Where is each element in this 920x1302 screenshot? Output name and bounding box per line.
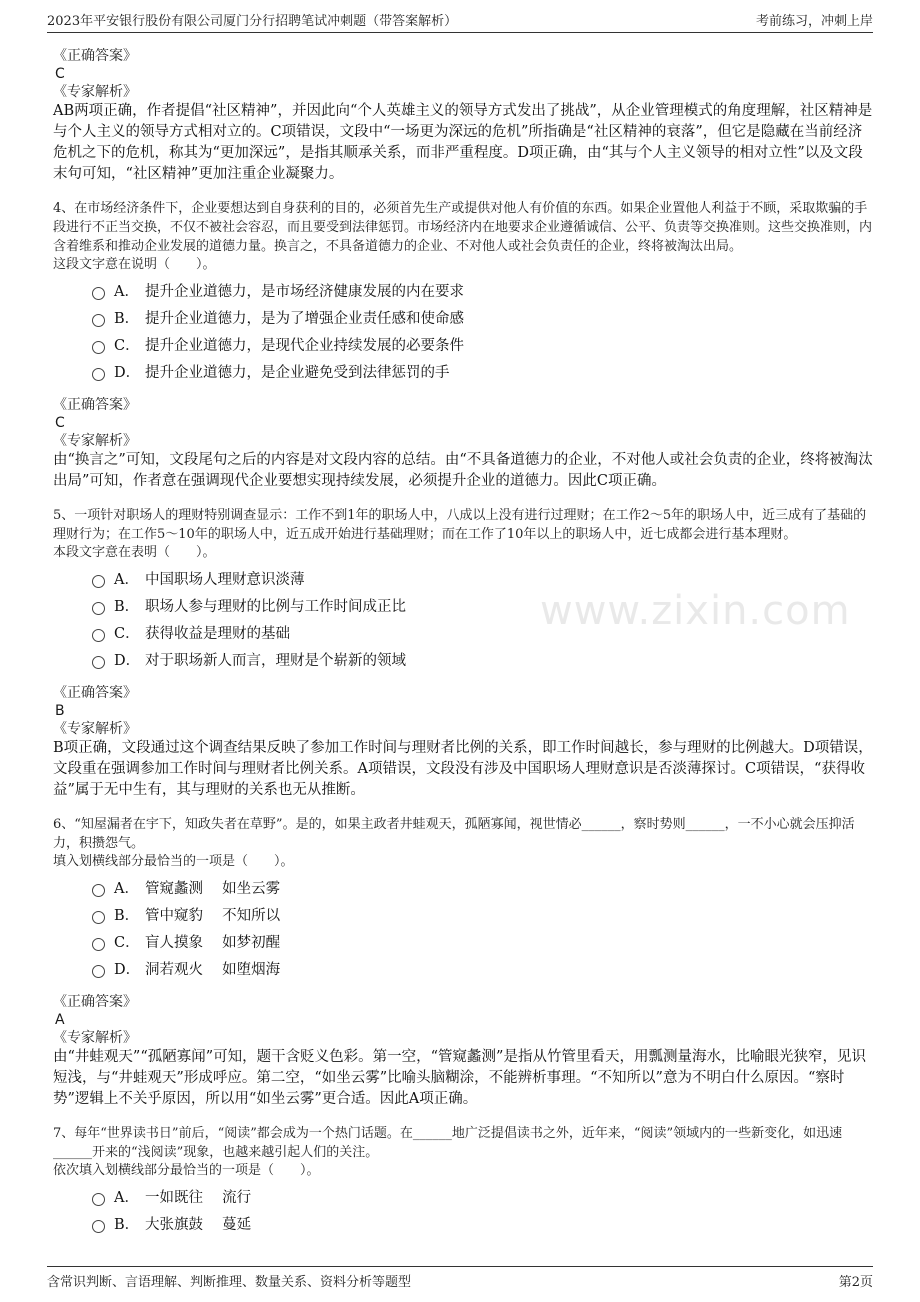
answer-label: 《正确答案》: [53, 48, 137, 64]
q4-stem: 4、在市场经济条件下，企业要想达到自身获利的目的，必须首先生产或提供对他人有价值的东西。如果企业置他人利益于不顾，采取欺骗的手段进行不正当交换，不仅不被社会容忍，而且要受到法律惩罚。市场经济内在地要求企业遵循诚信、公平、负责等交换准则。这些交换准则，内含着维系和推动企业发展的道德力量。换言之，不具备道德力的企业、不对他人或社会负责任的企业，终将被淘汰出局。: [53, 201, 873, 254]
q6-options: [53, 874, 873, 982]
radio-icon[interactable]: [92, 656, 105, 669]
q4-explanation: 由“换言之”可知，文段尾句之后的内容是对文段内容的总结。由“不具备道德力的企业，不对他人或社会负责的企业，终将被淘汰出局”可知，作者意在强调现代企业要想实现持续发展，必须提升企业的道德力。因此C项正确。: [53, 452, 873, 489]
q5-prompt: 本段文字意在表明（ ）。: [53, 545, 216, 560]
answer-label: 《正确答案》: [53, 397, 137, 413]
option-text: 获得收益是理财的基础: [145, 626, 290, 642]
q4-option-b[interactable]: [92, 304, 873, 331]
page-header: [47, 9, 873, 33]
q4-option-a[interactable]: [92, 277, 873, 304]
radio-icon[interactable]: [92, 287, 105, 300]
option-letter: D．: [114, 365, 141, 381]
footer-categories: 含常识判断、言语理解、判断推理、数量关系、资料分析等题型: [47, 1275, 412, 1290]
option-letter: B．: [114, 311, 140, 327]
q5-option-b[interactable]: [92, 592, 873, 619]
q5-option-c[interactable]: [92, 619, 873, 646]
question-4: [53, 199, 873, 492]
option-text: 提升企业道德力，是现代企业持续发展的必要条件: [145, 338, 464, 354]
q6-option-d[interactable]: [92, 955, 873, 982]
option-text: 大张旗鼓 蔓延: [145, 1217, 252, 1233]
q6-stem: 6、“知屋漏者在宇下，知政失者在草野”。是的，如果主政者井蛙观天，孤陋寡闻，视世情必______，察时势则______，一不小心就会压抑活力，积攒怨气。: [53, 817, 855, 851]
q6-explanation: 由“井蛙观天”“孤陋寡闻”可知，题干含贬义色彩。第一空，“管窥蠡测”是指从竹管里看天，用瓢测量海水，比喻眼光狭窄，见识短浅，与“井蛙观天”形成呼应。第二空，“如坐云雾”比喻头脑糊涂，不能辨析事理。“不知所以”意为不明白什么原因。“察时势”逻辑上不关乎原因，所以用“如坐云雾”更合适。因此A项正确。: [53, 1049, 866, 1107]
option-letter: D．: [114, 653, 141, 669]
q7-prompt: 依次填入划横线部分最恰当的一项是（ ）。: [53, 1163, 320, 1178]
q4-option-d[interactable]: [92, 358, 873, 385]
answer-label: 《正确答案》: [53, 685, 137, 701]
radio-icon[interactable]: [92, 368, 105, 381]
option-letter: A．: [114, 1190, 139, 1206]
q5-explanation: B项正确，文段通过这个调查结果反映了参加工作时间与理财者比例的关系，即工作时间越长，参与理财的比例越大。D项错误，文段重在强调参加工作时间与理财者比例关系。A项错误，文段没有涉及中国职场人理财意识是否淡薄探讨。C项错误，“获得收益”属于无中生有，其与理财的关系也无从推断。: [53, 740, 873, 798]
radio-icon[interactable]: [92, 1220, 105, 1233]
q4-answer: C: [55, 415, 65, 431]
question-6: [53, 815, 873, 1110]
answer-label: 《正确答案》: [53, 994, 137, 1010]
option-letter: D．: [114, 962, 141, 978]
option-letter: B．: [114, 599, 140, 615]
option-letter: A．: [114, 881, 139, 897]
q4-option-c[interactable]: [92, 331, 873, 358]
option-letter: C．: [114, 626, 140, 642]
q3-explanation: AB两项正确，作者提倡“社区精神”，并因此向“个人英雄主义的领导方式发出了挑战”，从企业管理模式的角度理解，社区精神是与个人主义的领导方式相对立的。C项错误，文段中“一场更为深远的危机”所指确是“社区精神的衰落”，但它是隐藏在当前经济危机之下的危机，称其为“更加深远”，是指其顺承关系，而非严重程度。D项正确，由“其与个人主义领导的相对立性”以及文段末句可知，“社区精神”更加注重企业凝聚力。: [53, 103, 873, 182]
option-letter: A．: [114, 284, 139, 300]
q6-answer: A: [55, 1012, 65, 1028]
option-text: 提升企业道德力，是市场经济健康发展的内在要求: [145, 284, 464, 300]
header-slogan: 考前练习，冲刺上岸: [755, 14, 873, 29]
radio-icon[interactable]: [92, 884, 105, 897]
q7-option-a[interactable]: [92, 1183, 873, 1210]
page-footer: [47, 1266, 873, 1290]
q3-answer-block: [53, 47, 873, 185]
q4-options: [53, 277, 873, 385]
radio-icon[interactable]: [92, 629, 105, 642]
document-title: 2023年平安银行股份有限公司厦门分行招聘笔试冲刺题（带答案解析）: [47, 14, 458, 29]
radio-icon[interactable]: [92, 602, 105, 615]
explain-label: 《专家解析》: [53, 433, 137, 449]
q7-stem: 7、每年“世界读书日”前后，“阅读”都会成为一个热门话题。在______地广泛提倡读书之外，近年来，“阅读”领域内的一些新变化，如迅速______开来的“浅阅读”现象，也越来越引起人们的关注。: [53, 1126, 843, 1160]
q6-option-b[interactable]: [92, 901, 873, 928]
radio-icon[interactable]: [92, 575, 105, 588]
q6-option-a[interactable]: [92, 874, 873, 901]
option-letter: B．: [114, 908, 140, 924]
radio-icon[interactable]: [92, 341, 105, 354]
option-text: 盲人摸象 如梦初醒: [145, 935, 281, 951]
question-7: [53, 1124, 873, 1237]
q4-prompt: 这段文字意在说明（ ）。: [53, 257, 216, 272]
option-text: 提升企业道德力，是企业避免受到法律惩罚的手: [145, 365, 450, 381]
q7-options: [53, 1183, 873, 1237]
q5-option-a[interactable]: [92, 565, 873, 592]
option-text: 中国职场人理财意识淡薄: [145, 572, 305, 588]
question-5: [53, 506, 873, 801]
q5-answer: B: [55, 703, 65, 719]
q5-stem: 5、一项针对职场人的理财特别调查显示：工作不到1年的职场人中，八成以上没有进行过理财；在工作2～5年的职场人中，近三成有了基础的理财行为；在工作5～10年的职场人中，近五成开始进行基础理财；而在工作了10年以上的职场人中，近七成都会进行基本理财。: [53, 508, 867, 542]
option-letter: C．: [114, 338, 140, 354]
option-text: 对于职场新人而言，理财是个崭新的领域: [145, 653, 406, 669]
option-text: 提升企业道德力，是为了增强企业责任感和使命感: [145, 311, 464, 327]
option-text: 洞若观火 如堕烟海: [145, 962, 281, 978]
radio-icon[interactable]: [92, 1193, 105, 1206]
explain-label: 《专家解析》: [53, 1030, 137, 1046]
explain-label: 《专家解析》: [53, 84, 137, 100]
option-text: 职场人参与理财的比例与工作时间成正比: [145, 599, 406, 615]
q5-options: [53, 565, 873, 673]
q7-option-b[interactable]: [92, 1210, 873, 1237]
option-text: 管窥蠡测 如坐云雾: [145, 881, 281, 897]
watermark: www.zixin.com: [540, 588, 851, 634]
page-number: 第2页: [838, 1275, 873, 1290]
document-body: [53, 47, 873, 1237]
q6-prompt: 填入划横线部分最恰当的一项是（ ）。: [53, 854, 294, 869]
radio-icon[interactable]: [92, 938, 105, 951]
option-text: 一如既往 流行: [145, 1190, 252, 1206]
q6-option-c[interactable]: [92, 928, 873, 955]
option-text: 管中窥豹 不知所以: [145, 908, 281, 924]
option-letter: C．: [114, 935, 140, 951]
option-letter: A．: [114, 572, 139, 588]
radio-icon[interactable]: [92, 314, 105, 327]
radio-icon[interactable]: [92, 965, 105, 978]
q5-option-d[interactable]: [92, 646, 873, 673]
explain-label: 《专家解析》: [53, 721, 137, 737]
option-letter: B．: [114, 1217, 140, 1233]
q3-answer: C: [55, 66, 65, 82]
radio-icon[interactable]: [92, 911, 105, 924]
